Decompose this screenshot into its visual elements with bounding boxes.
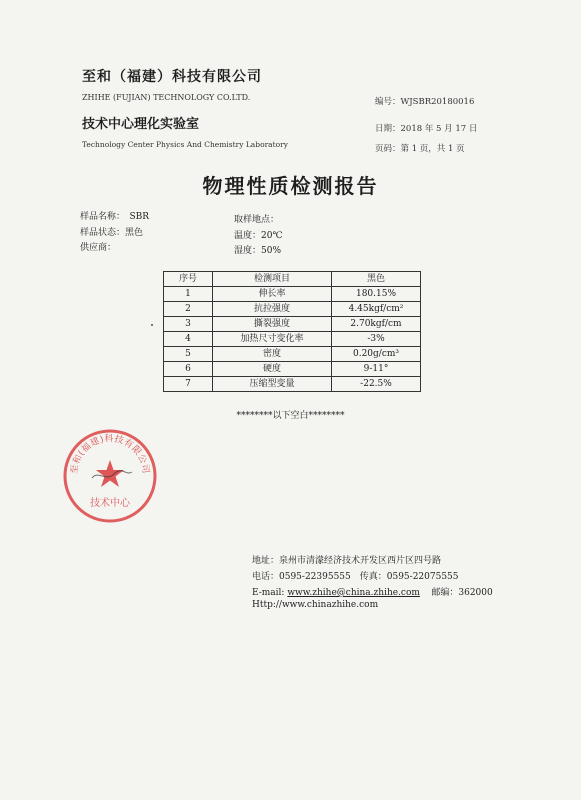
lab-name-en: Technology Center Physics And Chemistry Laboratory	[82, 140, 288, 149]
footer-address: 地址：泉州市清濛经济技术开发区西片区四号路	[252, 556, 442, 566]
supplier: 供应商：	[80, 243, 117, 253]
sample-name: 样品名称： SBR	[80, 212, 150, 222]
row-item: 撕裂强度	[213, 317, 332, 332]
row-item: 加热尺寸变化率	[213, 332, 332, 347]
table-header-row	[164, 272, 421, 287]
table-row	[164, 317, 421, 332]
speck	[151, 324, 153, 326]
company-name-en: ZHIHE (FUJIAN) TECHNOLOGY CO.LTD.	[82, 93, 251, 102]
row-result: 2.70kgf/cm	[332, 317, 421, 332]
results-table	[163, 271, 421, 392]
row-index: 4	[164, 332, 213, 347]
row-item: 密度	[213, 347, 332, 362]
row-index: 1	[164, 287, 213, 302]
row-index: 5	[164, 347, 213, 362]
footer-postcode: 邮编：362000	[431, 588, 493, 598]
header-index: 序号	[164, 272, 213, 287]
footer-phone: 电话：0595-22395555 传真：0595-22075555	[252, 572, 459, 582]
table-row	[164, 347, 421, 362]
header-result: 黑色	[332, 272, 421, 287]
row-item: 压缩型变量	[213, 377, 332, 392]
company-seal	[62, 428, 158, 524]
seal-ring-text-path: 至和(福建)科技有限公司	[69, 434, 151, 475]
row-result: -3%	[332, 332, 421, 347]
report-number: 编号：WJSBR20180016	[375, 97, 475, 107]
seal-inner-text: 技术中心	[90, 498, 130, 509]
report-title: 物理性质检测报告	[202, 174, 379, 198]
end-note: ********以下空白********	[236, 411, 345, 421]
row-item: 硬度	[213, 362, 332, 377]
row-result: 4.45kgf/cm²	[332, 302, 421, 317]
seal-star-icon	[96, 460, 124, 487]
row-item: 抗拉强度	[213, 302, 332, 317]
row-result: 180.15%	[332, 287, 421, 302]
row-index: 2	[164, 302, 213, 317]
row-index: 7	[164, 377, 213, 392]
row-result: 9-11°	[332, 362, 421, 377]
sampling-location: 取样地点：	[234, 215, 280, 225]
humidity: 湿度：50%	[234, 246, 282, 256]
header-item: 检测项目	[213, 272, 332, 287]
footer-website[interactable]: Http://www.chinazhihe.com	[252, 600, 379, 610]
footer-email-label: E-mail:	[252, 588, 285, 598]
table-row	[164, 362, 421, 377]
sample-state: 样品状态：黑色	[80, 228, 144, 238]
lab-name-cn: 技术中心理化实验室	[82, 117, 200, 132]
table-row	[164, 377, 421, 392]
table-row	[164, 332, 421, 347]
page-number: 页码：第 1 页，共 1 页	[375, 144, 465, 154]
row-index: 6	[164, 362, 213, 377]
table-row	[164, 287, 421, 302]
company-name-cn: 至和（福建）科技有限公司	[82, 69, 262, 85]
row-item: 伸长率	[213, 287, 332, 302]
report-date: 日期：2018 年 5 月 17 日	[375, 124, 478, 134]
row-result: -22.5%	[332, 377, 421, 392]
temperature: 温度：20℃	[234, 231, 283, 241]
footer-email[interactable]: www.zhihe@china.zhihe.com	[287, 588, 420, 598]
footer-email-line	[252, 585, 493, 598]
row-result: 0.20g/cm³	[332, 347, 421, 362]
row-index: 3	[164, 317, 213, 332]
table-row	[164, 302, 421, 317]
